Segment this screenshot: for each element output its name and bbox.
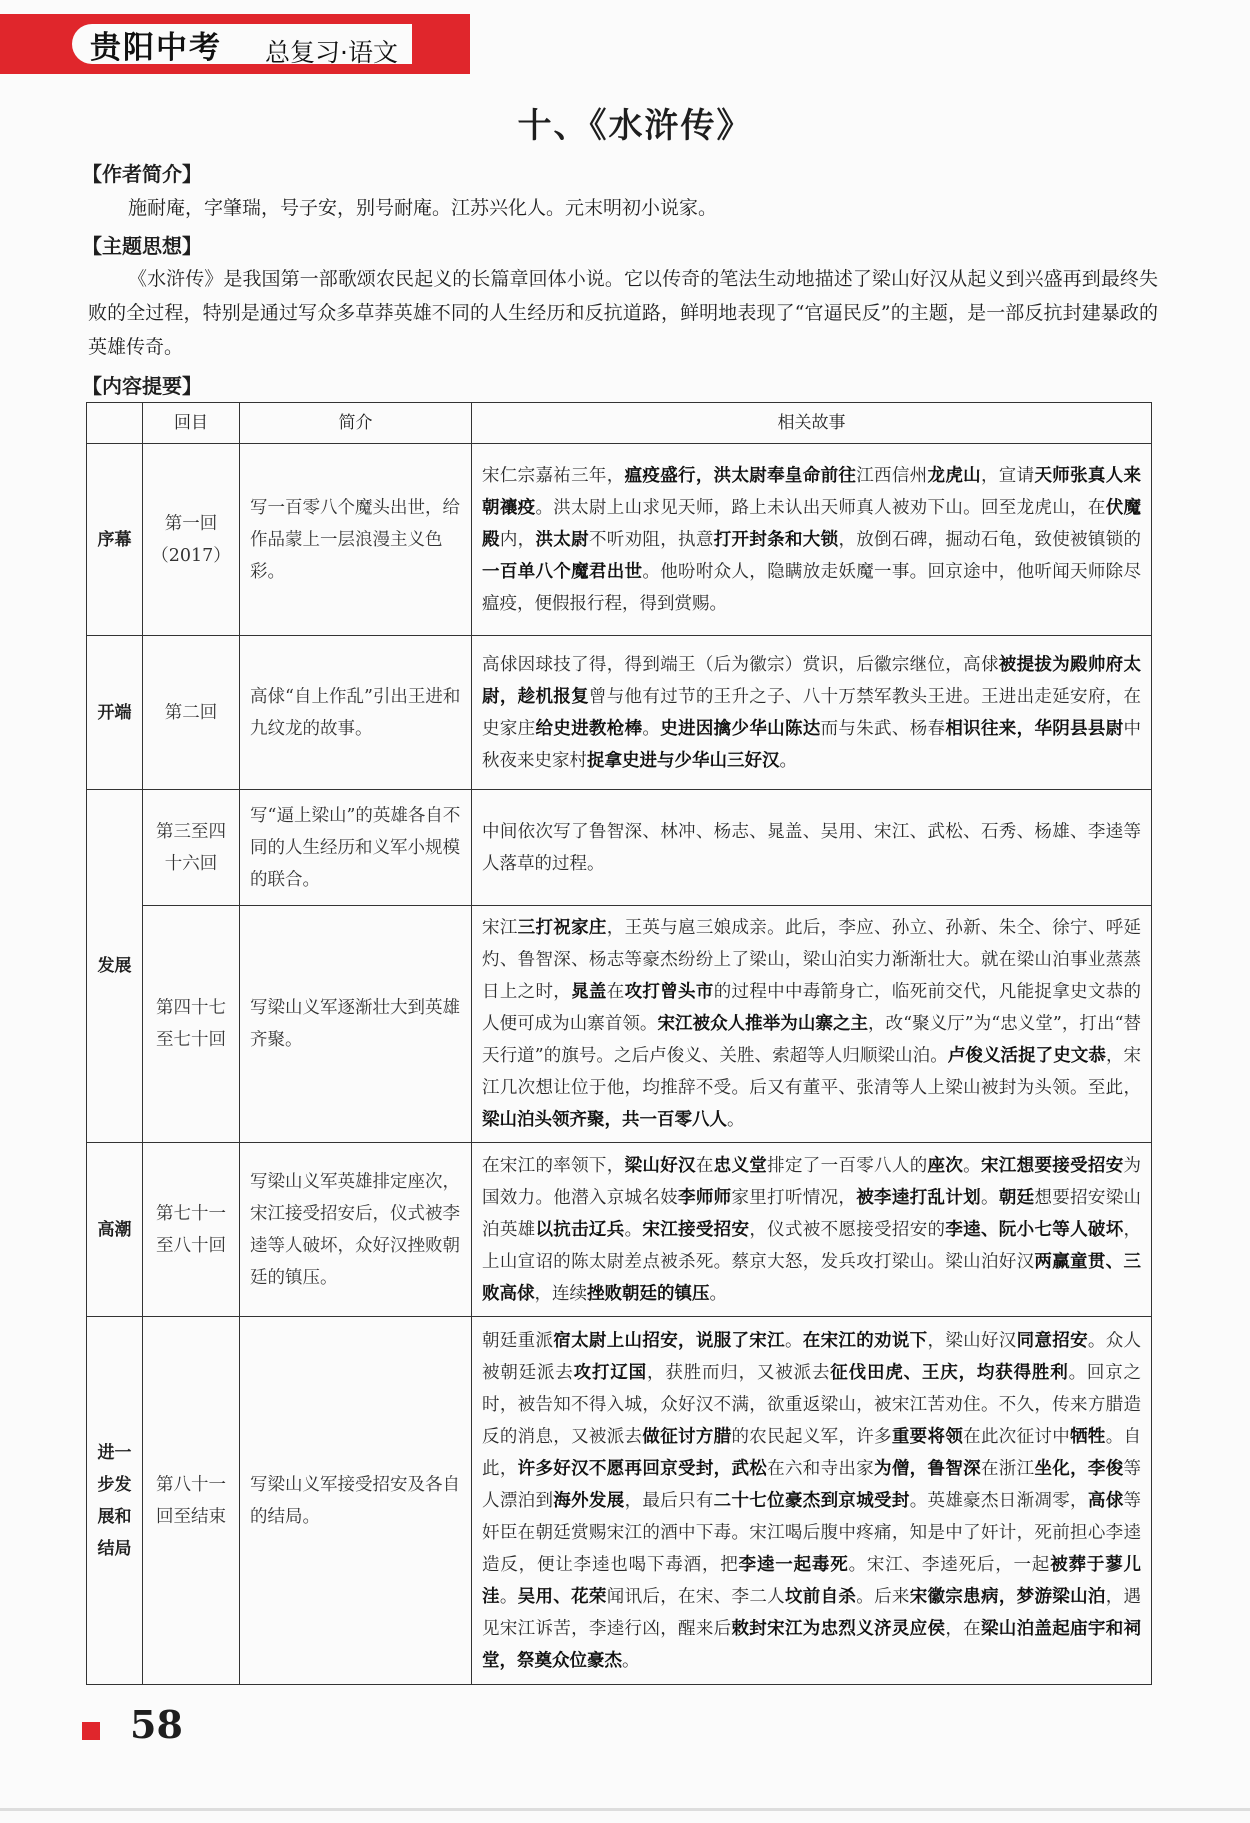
story-emphasis: 两赢童贯、三败高俅 <box>482 1251 1142 1304</box>
chapter-cell: 第八十一回至结束 <box>143 1317 240 1685</box>
story-text: 江西信州 <box>856 465 928 486</box>
summary-cell: 写“逼上梁山”的英雄各自不同的人生经历和义军小规模的联合。 <box>240 790 472 906</box>
story-text: 朝廷重派 <box>482 1330 554 1351</box>
story-emphasis: 二十七位豪杰到京城受封 <box>713 1490 910 1511</box>
story-text: 家里打听情况， <box>731 1187 857 1208</box>
story-emphasis: 忠义堂 <box>713 1155 768 1176</box>
story-emphasis: 宿太尉上山招安，说服了宋江 <box>553 1330 785 1351</box>
page-title: 十、《水浒传》 <box>517 106 753 146</box>
story-text: 。后来 <box>856 1586 910 1607</box>
story-emphasis: 捉拿史进与少华山三好汉 <box>587 750 780 771</box>
story-emphasis: 天师张真人来朝禳疫 <box>482 465 1142 518</box>
story-text: ，宋江几次想让位于他，均推辞不受。后又有董平、张清等人上梁山被封为头领。至此， <box>482 1046 1142 1098</box>
story-text: 排定了一百零八人的 <box>767 1155 928 1176</box>
story-emphasis: 征伐田虎、王庆，均获得胜利 <box>830 1362 1069 1383</box>
story-emphasis: 牺牲 <box>1070 1426 1106 1447</box>
story-text: ，遇见宋江诉苦，李逵行凶，醒来后 <box>482 1586 1142 1639</box>
story-text: ，宣请 <box>980 465 1035 486</box>
story-text: 内， <box>499 529 536 550</box>
story-text: 在 <box>695 1155 714 1176</box>
story-emphasis: 宋江想要接受招安 <box>980 1155 1124 1176</box>
story-emphasis: 李逵、阮小七等人破坏 <box>945 1219 1124 1240</box>
footer-marker <box>82 1722 100 1740</box>
table-row <box>87 444 1152 636</box>
summary-cell: 写梁山义军逐渐壮大到英雄齐聚。 <box>240 906 472 1143</box>
theme-text: 《水浒传》是我国第一部歌颂农民起义的长篇章回体小说。它以传奇的笔法生动地描述了梁山好汉从起义到兴盛再到最终失败的全过程，特别是通过写众多草莽英雄不同的人生经历和反抗道路，鲜明地表现了“官逼民反”的主题，是一部反抗封建暴政的英雄传奇。 <box>88 268 1158 358</box>
story-text: 。 <box>624 1219 643 1240</box>
stage-cell: 发展 <box>87 790 143 1143</box>
story-text: 在 <box>606 982 625 1002</box>
chapter-cell: 第七十一至八十回 <box>143 1143 240 1317</box>
story-emphasis: 海外发展 <box>553 1490 625 1511</box>
story-text: ，梁山好汉 <box>927 1330 1017 1351</box>
story-text: 。宋江、李逵死后，一起 <box>848 1554 1051 1575</box>
story-emphasis: 同意招安 <box>1016 1330 1088 1351</box>
story-emphasis: 史进因擒少华山陈达 <box>660 718 821 739</box>
stage-cell: 进一步发展和结局 <box>87 1317 143 1685</box>
story-emphasis: 重要将领 <box>891 1426 964 1447</box>
author-text: 施耐庵，字肇瑞，号子安，别号耐庵。江苏兴化人。元末明初小说家。 <box>128 197 718 219</box>
story-text: 想要招安梁山泊英雄 <box>482 1187 1142 1240</box>
story-emphasis: 打开封条和大锁 <box>713 529 839 550</box>
story-text: 而与朱武、杨春 <box>820 718 946 739</box>
story-emphasis: 龙虎山 <box>927 465 981 486</box>
table-row <box>87 636 1152 790</box>
story-emphasis: 瘟疫盛行，洪太尉奉皇命前往 <box>624 465 857 486</box>
story-emphasis: 许多好汉不愿再回京受封，武松 <box>517 1458 768 1479</box>
table-row <box>87 790 1152 906</box>
story-emphasis: 宋徽宗患病，梦游梁山泊 <box>909 1586 1106 1607</box>
story-emphasis: 伏魔殿 <box>482 497 1142 550</box>
story-emphasis: 给史进教枪棒 <box>535 718 643 739</box>
story-emphasis: 做征讨方腊 <box>642 1426 732 1447</box>
table-row <box>87 1143 1152 1317</box>
story-cell <box>472 1317 1152 1685</box>
story-text: 。 <box>727 1110 745 1130</box>
story-text: 为国效力。他潜入京城名妓 <box>482 1155 1142 1208</box>
story-text: 。他吩咐众人，隐瞒放走妖魔一事。回京途中，他听闻天师除尽瘟疫，便假报行程，得到赏赐。 <box>482 561 1141 614</box>
story-text: 的农民起义军，许多 <box>731 1426 892 1447</box>
summary-cell: 高俅“自上作乱”引出王进和九纹龙的故事。 <box>240 636 472 790</box>
story-emphasis: 被葬于蓼儿洼 <box>482 1554 1142 1607</box>
story-text: 在六和寺出家 <box>767 1458 875 1479</box>
story-text: 宋仁宗嘉祐三年， <box>482 465 625 486</box>
chapter-cell: 第四十七至七十回 <box>143 906 240 1143</box>
story-text: ，放倒石碑，掘动石龟，致使被镇锁的 <box>838 529 1142 550</box>
story-emphasis: 为僧，鲁智深 <box>874 1458 981 1479</box>
chapter-cell: 第三至四十六回 <box>143 790 240 906</box>
story-emphasis: 卢俊义活捉了史文恭 <box>947 1046 1106 1066</box>
story-emphasis: 敕封宋江为忠烈义济灵应侯 <box>731 1618 946 1639</box>
story-emphasis: 三打祝家庄 <box>517 918 607 938</box>
summary-cell: 写梁山义军接受招安及各自的结局。 <box>240 1317 472 1685</box>
story-cell <box>472 444 1152 636</box>
story-cell <box>472 636 1152 790</box>
story-emphasis: 坐化，李俊 <box>1034 1458 1124 1479</box>
story-emphasis: 座次 <box>927 1155 964 1176</box>
table-header-chapter: 回目 <box>143 403 240 444</box>
story-emphasis: 梁山泊头领齐聚，共一百零八人 <box>482 1110 727 1130</box>
story-emphasis: 梁山泊盖起庙宇和祠堂，祭奠众位豪杰 <box>482 1618 1142 1671</box>
story-emphasis: 李逵一起毒死 <box>738 1554 849 1575</box>
story-text: 闻讯后，在宋、李二人 <box>606 1586 785 1607</box>
story-emphasis: 宋江被众人推举为山寨之主 <box>657 1014 868 1034</box>
stage-cell: 开端 <box>87 636 143 790</box>
story-emphasis: 宋江接受招安 <box>642 1219 750 1240</box>
story-cell <box>472 790 1152 906</box>
story-text: ，最后只有 <box>624 1490 714 1511</box>
story-text: 的过程中中毒箭身亡，临死前交代，凡能捉拿史文恭的人便可成为山寨首领。 <box>482 982 1142 1034</box>
content-table <box>86 402 1152 1685</box>
story-emphasis: 被提拔为殿帅府太尉，趁机报复 <box>482 654 1142 707</box>
chapter-cell: 第二回 <box>143 636 240 790</box>
story-emphasis: 李师师 <box>678 1187 732 1208</box>
table-row <box>87 1317 1152 1685</box>
story-text: 在此次征讨中 <box>963 1426 1071 1447</box>
story-text: 不听劝阻，执意 <box>588 529 714 550</box>
story-text: 。众人被朝廷派去 <box>482 1330 1142 1383</box>
content-heading: 【内容提要】 <box>82 374 202 398</box>
table-header-summary: 简介 <box>240 403 472 444</box>
story-text: 在宋江的率领下， <box>482 1155 625 1176</box>
story-text: 。 <box>622 1650 640 1671</box>
story-text: 。 <box>709 1283 727 1304</box>
summary-cell: 写梁山义军英雄排定座次，宋江接受招安后，仪式被李逵等人破坏，众好汉挫败朝廷的镇压。 <box>240 1143 472 1317</box>
story-emphasis: 在宋江的劝说下 <box>802 1330 928 1351</box>
story-text: 。 <box>779 750 797 771</box>
story-emphasis: 晁盖 <box>571 982 607 1002</box>
header-subtitle: 总复习·语文 <box>265 38 398 67</box>
table-header-stage <box>87 403 143 444</box>
story-text: 。 <box>980 1187 999 1208</box>
story-emphasis: 以抗击辽兵 <box>535 1219 625 1240</box>
story-text: 。 <box>784 1330 803 1351</box>
chapter-cell: 第一回（2017） <box>143 444 240 636</box>
story-cell <box>472 906 1152 1143</box>
story-emphasis: 一百单八个魔君出世 <box>482 561 643 582</box>
story-text: 。英雄豪杰日渐凋零， <box>909 1490 1088 1511</box>
stage-cell: 高潮 <box>87 1143 143 1317</box>
page-bottom-edge <box>0 1808 1250 1811</box>
summary-cell: 写一百零八个魔头出世，给作品蒙上一层浪漫主义色彩。 <box>240 444 472 636</box>
story-emphasis: 挫败朝廷的镇压 <box>587 1283 710 1304</box>
story-emphasis: 朝廷 <box>998 1187 1035 1208</box>
story-emphasis: 高俅 <box>1087 1490 1124 1511</box>
story-text: 。 <box>499 1586 518 1607</box>
page-number: 58 <box>130 1702 183 1747</box>
story-text: 。 <box>963 1155 981 1176</box>
story-text: ，仪式被不愿接受招安的 <box>749 1219 946 1240</box>
story-text: ，改“聚义厅”为“忠义堂”，打出“替天行道”的旗号。之后卢俊义、关胜、索超等人归顺梁山泊。 <box>482 1014 1142 1066</box>
story-cell <box>472 1143 1152 1317</box>
story-text: 等人漂泊到 <box>482 1458 1142 1511</box>
story-text: 。 <box>642 718 661 739</box>
story-text: ，王英与扈三娘成亲。此后，李应、孙立、孙新、朱仝、徐宁、呼延灼、鲁智深、杨志等豪杰纷纷上了梁山，梁山泊实力渐渐壮大。就在梁山泊事业蒸蒸日上之时， <box>482 918 1142 1002</box>
story-emphasis: 攻打辽国 <box>573 1362 647 1383</box>
story-text: ，上山宣诏的陈太尉差点被杀死。蔡京大怒，发兵攻打梁山。梁山泊好汉 <box>482 1219 1142 1272</box>
story-emphasis: 吴用、花荣 <box>517 1586 607 1607</box>
table-header-story: 相关故事 <box>472 403 1152 444</box>
story-text: ，在 <box>945 1618 981 1639</box>
story-emphasis: 梁山好汉 <box>624 1155 696 1176</box>
header-brand: 贵阳中考 <box>90 30 222 66</box>
story-text: 在浙江 <box>980 1458 1035 1479</box>
story-text: 。回京之时，被告知不得入城，众好汉不满，欲重返梁山，被宋江苦劝住。不久，传来方腊造反的消息，又被派去 <box>482 1362 1142 1447</box>
story-emphasis: 攻打曾头市 <box>624 982 714 1002</box>
theme-heading: 【主题思想】 <box>82 234 202 258</box>
story-emphasis: 坟前自杀 <box>784 1586 857 1607</box>
story-text: ，连续 <box>534 1283 587 1304</box>
author-heading: 【作者简介】 <box>82 162 202 186</box>
story-text: 中秋夜来史家村 <box>482 718 1142 771</box>
stage-cell: 序幕 <box>87 444 143 636</box>
story-text: 。自此， <box>482 1426 1142 1479</box>
story-text: 宋江 <box>482 918 518 938</box>
story-emphasis: 洪太尉 <box>535 529 589 550</box>
story-text: 。洪太尉上山求见天师，路上未认出天师真人被劝下山。回至龙虎山，在 <box>535 497 1106 518</box>
story-text: 等奸臣在朝廷赏赐宋江的酒中下毒。宋江喝后腹中疼痛，知是中了奸计，死前担心李逵造反，便让李逵也喝下毒酒，把 <box>482 1490 1142 1575</box>
story-text: 高俅因球技了得，得到端王（后为徽宗）赏识，后徽宗继位，高俅 <box>482 654 999 675</box>
story-text: ，获胜而归，又被派去 <box>646 1362 831 1383</box>
table-header-row <box>87 403 1152 444</box>
story-emphasis: 相识往来，华阴县县尉 <box>945 718 1124 739</box>
story-text: 中间依次写了鲁智深、林冲、杨志、晁盖、吴用、宋江、武松、石秀、杨雄、李逵等人落草的过程。 <box>482 821 1141 874</box>
table-row <box>87 906 1152 1143</box>
story-emphasis: 被李逵打乱计划 <box>856 1187 981 1208</box>
story-text: 曾与他有过节的王升之子、八十万禁军教头王进。王进出走延安府，在史家庄 <box>482 686 1142 739</box>
